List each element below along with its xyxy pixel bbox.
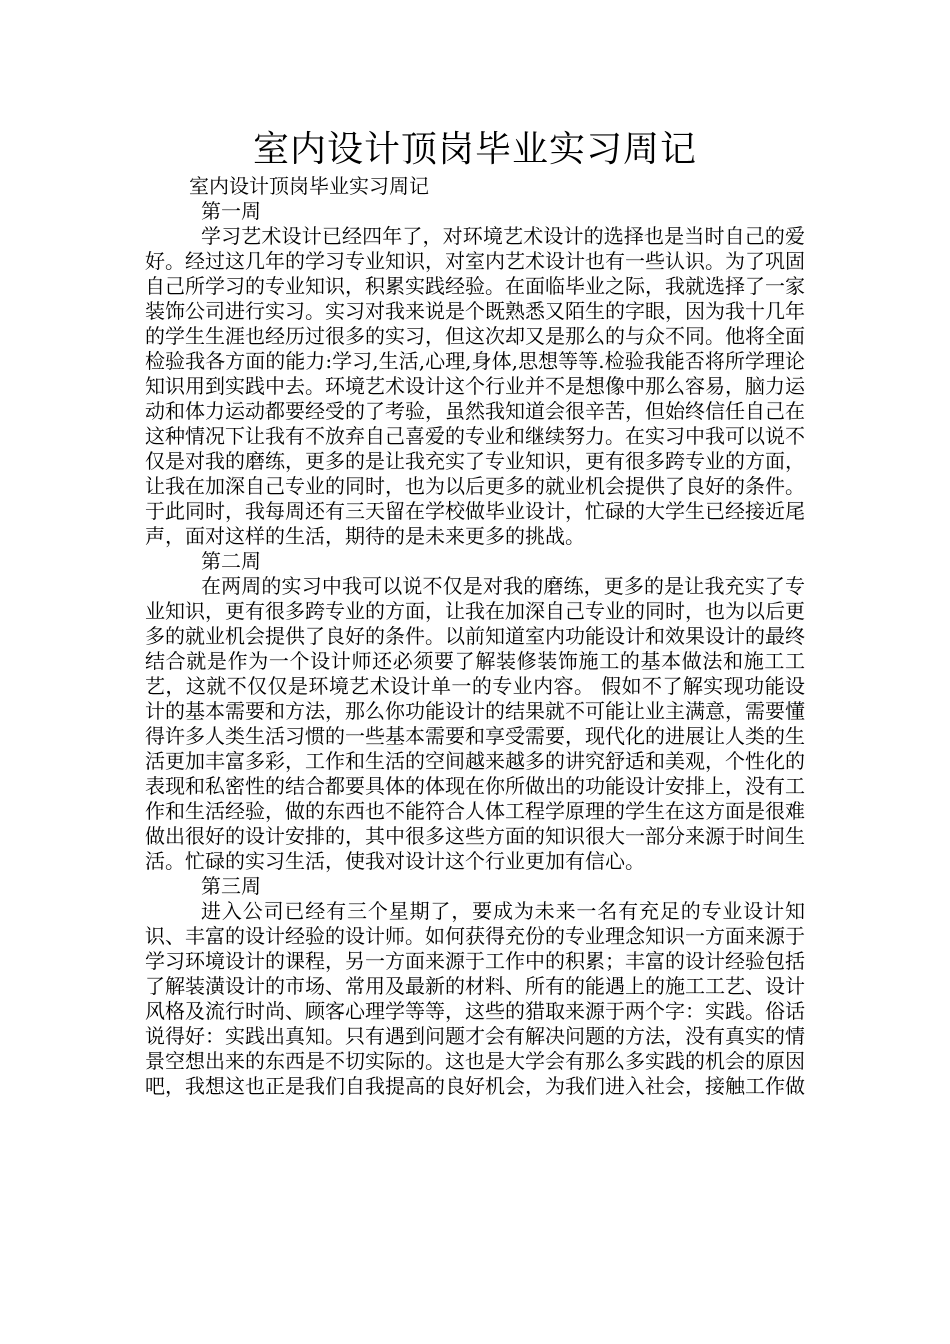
section-paragraph-week-2: 在两周的实习中我可以说不仅是对我的磨练，更多的是让我充实了专业知识，更有很多跨专业的方面，让我在加深自己专业的同时，也为以后更多的就业机会提供了良好的条件。以前知道室内功能设计和效果设计的最终结合就是作为一个设计师还必须要了解装修装饰施工的基本做法和施工工艺，这就不仅仅是环境艺术设计单一的专业内容。 假如不了解实现功能设计的基本需要和方法，那么你功能设计的结果就不可能让业主满意，需要懂得许多人类生活习惯的一些基本需要和享受需要，现代化的进展让人类的生活更加丰富多彩，工作和生活的空间越来越多的讲究舒适和美观，个性化的表现和私密性的结合都要具体的体现在你所做出的功能设计安排上，没有工作和生活经验，做的东西也不能符合人体工程学原理的学生在这方面是很难做出很好的设计安排的，其中很多这些方面的知识很大一部分来源于时间生活。忙碌的实习生活，使我对设计这个行业更加有信心。 (145, 574, 805, 873)
document-title: 室内设计顶岗毕业实习周记 (252, 129, 697, 170)
document-subtitle: 室内设计顶岗毕业实习周记 (189, 174, 429, 198)
section-heading-week-1: 第一周 (201, 199, 261, 223)
section-paragraph-week-1: 学习艺术设计已经四年了，对环境艺术设计的选择也是当时自己的爱好。经过这几年的学习专业知识，对室内艺术设计也有一些认识。为了巩固自己所学习的专业知识，积累实践经验。在面临毕业之际，我就选择了一家装饰公司进行实习。实习对我来说是个既熟悉又陌生的字眼，因为我十几年的学生生涯也经历过很多的实习，但这次却又是那么的与众不同。他将全面检验我各方面的能力:学习,生活,心理,身体,思想等等.检验我能否将所学理论知识用到实践中去。环境艺术设计这个行业并不是想像中那么容易，脑力运动和体力运动都要经受的了考验，虽然我知道会很辛苦，但始终信任自己在这种情况下让我有不放弃自己喜爱的专业和继续努力。在实习中我可以说不仅是对我的磨练，更多的是让我充实了专业知识，更有很多跨专业的方面，让我在加深自己专业的同时，也为以后更多的就业机会提供了良好的条件。 于此同时，我每周还有三天留在学校做毕业设计，忙碌的大学生已经接近尾声，面对这样的生活，期待的是未来更多的挑战。 (145, 224, 805, 548)
section-heading-week-3: 第三周 (201, 874, 261, 898)
document-body (145, 174, 805, 1099)
section-heading-week-2: 第二周 (201, 549, 261, 573)
section-paragraph-week-3: 进入公司已经有三个星期了，要成为未来一名有充足的专业设计知识、丰富的设计经验的设计师。如何获得充份的专业理念知识一方面来源于学习环境设计的课程，另一方面来源于工作中的积累；丰富的设计经验包括了解装潢设计的市场、常用及最新的材料、所有的能遇上的施工工艺、设计风格及流行时尚、顾客心理学等等，这些的猎取来源于两个字：实践。俗话说得好：实践出真知。只有遇到问题才会有解决问题的方法，没有真实的情景空想出来的东西是不切实际的。这也是大学会有那么多实践的机会的原因吧，我想这也正是我们自我提高的良好机会，为我们进入社会，接触工作做 (145, 899, 805, 1098)
